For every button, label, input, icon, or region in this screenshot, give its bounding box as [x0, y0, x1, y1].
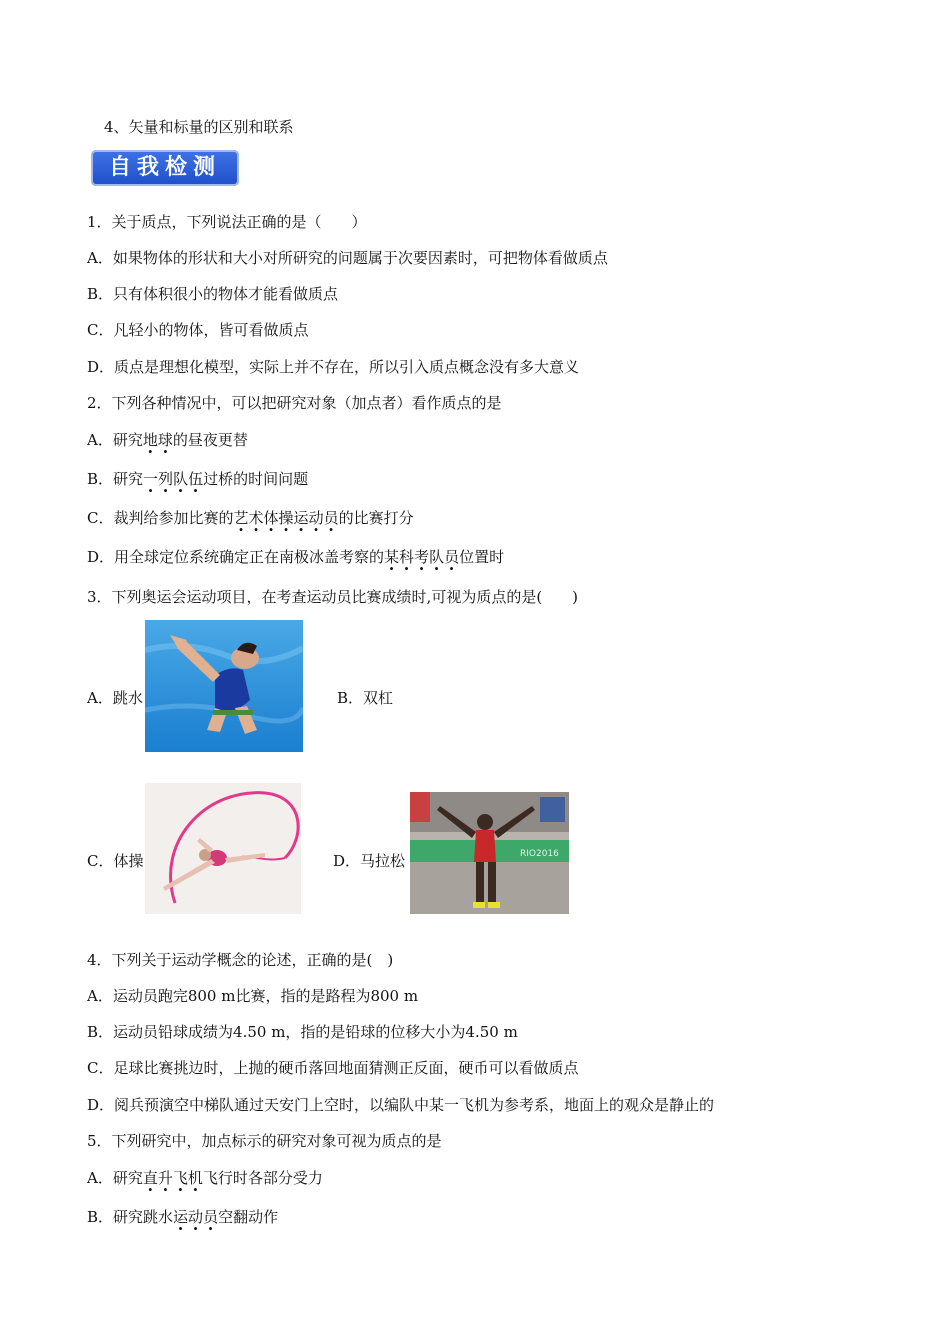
emphasis-char: 员 [203, 1208, 219, 1226]
emphasis-char: 体 [263, 509, 279, 527]
q1-option-d: D．质点是理想化模型，实际上并不存在，所以引入质点概念没有多大意义 [87, 358, 580, 376]
q4-option-c: C．足球比赛挑边时，上抛的硬币落回地面猜测正反面，硬币可以看做质点 [87, 1059, 579, 1077]
emphasis-char: 运 [293, 509, 309, 527]
q4-option-d: D．阅兵预演空中梯队通过天安门上空时，以编队中某一飞机为参考系，地面上的观众是静止的 [87, 1096, 715, 1114]
q2-option-d: D．用全球定位系统确定正在南极冰盖考察的某科考队员位置时 [87, 548, 505, 566]
emphasis-char: 科 [399, 548, 415, 566]
emphasis-char: 操 [278, 509, 294, 527]
emphasis-char: 一 [143, 470, 159, 488]
emphasis-char: 员 [444, 548, 460, 566]
q3-option-d: D．马拉松 [333, 852, 406, 870]
q3-option-a: A．跳水 [87, 689, 143, 707]
finish-banner-text: RIO2016 [520, 849, 559, 859]
q1-option-c: C．凡轻小的物体，皆可看做质点 [87, 321, 309, 339]
gymnastics-photo [145, 783, 301, 914]
q1-stem: 1．关于质点，下列说法正确的是（ ） [87, 213, 367, 231]
emphasis-char: 运 [173, 1208, 189, 1226]
q2-stem: 2．下列各种情况中，可以把研究对象（加点者）看作质点的是 [87, 394, 502, 412]
emphasis-char: 动 [308, 509, 324, 527]
q5-stem: 5．下列研究中，加点标示的研究对象可视为质点的是 [87, 1132, 442, 1150]
q4-option-b: B．运动员铅球成绩为4.50 m，指的是铅球的位移大小为4.50 m [87, 1023, 518, 1041]
q5-option-a: A．研究直升飞机飞行时各部分受力 [87, 1169, 323, 1187]
q4-option-a: A．运动员跑完800 m比赛，指的是路程为800 m [87, 987, 419, 1005]
q2-option-a: A．研究地球的昼夜更替 [87, 431, 248, 449]
q1-option-a: A．如果物体的形状和大小对所研究的问题属于次要因素时，可把物体看做质点 [87, 249, 608, 267]
emphasis-char: 飞 [172, 1169, 188, 1187]
q3-stem: 3．下列奥运会运动项目，在考查运动员比赛成绩时,可视为质点的是( ) [87, 588, 579, 606]
emphasis-char: 某 [384, 548, 400, 566]
q3-option-b: B．双杠 [337, 689, 394, 707]
emphasis-char: 球 [157, 431, 173, 449]
q2-option-b: B．研究一列队伍过桥的时间问题 [87, 470, 309, 488]
q3-option-c: C．体操 [87, 852, 144, 870]
emphasis-char: 队 [173, 470, 189, 488]
emphasis-char: 升 [157, 1169, 173, 1187]
emphasis-char: 列 [158, 470, 174, 488]
marathon-photo [410, 792, 569, 914]
q4-stem: 4．下列关于运动学概念的论述，正确的是( ) [87, 951, 394, 969]
q5-option-b: B．研究跳水运动员空翻动作 [87, 1208, 279, 1226]
emphasis-char: 员 [323, 509, 339, 527]
emphasis-char: 术 [248, 509, 264, 527]
q2-option-c: C．裁判给参加比赛的艺术体操运动员的比赛打分 [87, 509, 414, 527]
emphasis-char: 伍 [188, 470, 204, 488]
emphasis-char: 地 [142, 431, 158, 449]
emphasis-char: 动 [188, 1208, 204, 1226]
emphasis-char: 队 [429, 548, 445, 566]
section-title: 4、矢量和标量的区别和联系 [104, 118, 294, 136]
emphasis-char: 直 [142, 1169, 158, 1187]
emphasis-char: 艺 [233, 509, 249, 527]
diving-photo [145, 620, 303, 752]
q1-option-b: B．只有体积很小的物体才能看做质点 [87, 285, 339, 303]
emphasis-char: 机 [187, 1169, 203, 1187]
self-check-badge: 自我检测 [91, 150, 239, 186]
emphasis-char: 考 [414, 548, 430, 566]
